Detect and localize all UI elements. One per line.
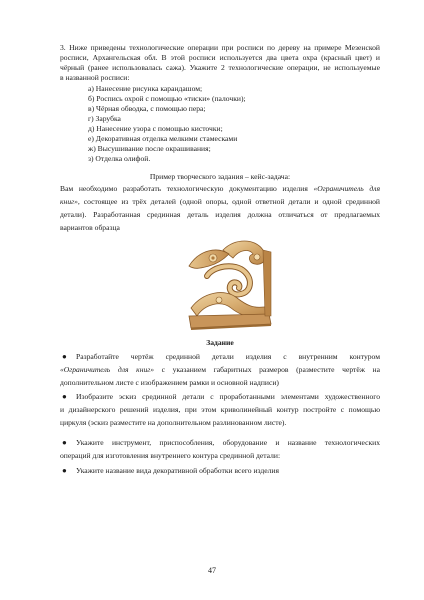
task-1-italic: «Ограничитель для книг» xyxy=(60,365,155,374)
task-heading: Задание xyxy=(206,338,234,347)
option-g: ж) Высушивание после окрашивания; xyxy=(88,144,211,153)
case-line-2-text: , состоящее из трёх деталей (одной опоры, одной ответной детали и одной срединной xyxy=(77,197,380,206)
bullet-icon: ● xyxy=(62,466,67,475)
option-f: е) Декоративная отделка мелкими стамесками xyxy=(88,134,238,143)
bullet-icon: ● xyxy=(62,352,67,361)
case-line-1-italic: «Ограничитель для xyxy=(313,184,380,193)
question-line-3: чёрный (ранее использовалась сажа). Укажите 2 технологические операции, не используемые xyxy=(60,63,380,72)
option-h: з) Отделка олифой. xyxy=(88,154,151,163)
page-number: 47 xyxy=(208,566,216,575)
task-3-line-1: Укажите инструмент, приспособления, оборудование и название технологических xyxy=(76,438,380,447)
task-1-line-2 xyxy=(60,365,380,375)
option-a: а) Нанесение рисунка карандашом; xyxy=(88,84,203,93)
case-heading: Пример творческого задания – кейс-задача: xyxy=(149,172,291,181)
option-d: г) Зарубка xyxy=(88,114,121,123)
case-line-1 xyxy=(60,184,380,194)
option-c: в) Чёрная обводка, с помощью пера; xyxy=(88,104,206,113)
task-1-line-1: Разработайте чертёж срединной детали изделия с внутренним контуром xyxy=(76,352,380,361)
question-line-2: росписи, Архангельская обл. В этой росписи используется два цвета охра (красный цвет) и xyxy=(60,53,380,62)
case-line-2 xyxy=(60,197,380,207)
task-2-line-3: циркуля (эскиз разместите на дополнительном разлинованном листе). xyxy=(60,418,287,427)
task-2-line-1: Изобразите эскиз срединной детали с проработанными элементами художественного xyxy=(76,392,380,401)
task-1-line-2-text: с указанием габаритных размеров (разместите чертёж на xyxy=(154,365,380,374)
question-line-4: в названной росписи: xyxy=(60,73,130,82)
case-line-1-text: Вам необходимо разработать технологическую документацию изделия xyxy=(60,184,314,193)
carved-bookend-image xyxy=(183,236,275,332)
case-line-3: детали). Разработанная срединная деталь изделия должна отличаться от предлагаемых xyxy=(60,210,380,219)
task-3-line-2: операций для изготовления внутреннего контура срединной детали: xyxy=(60,451,281,460)
case-line-4: вариантов образца xyxy=(60,223,120,232)
task-4-line-1: Укажите название вида декоративной обработки всего изделия xyxy=(76,466,279,475)
option-b: б) Роспись охрой с помощью «тиски» (палочки); xyxy=(88,94,246,103)
bullet-icon: ● xyxy=(62,392,67,401)
case-line-2-italic: книг» xyxy=(60,197,78,206)
question-line-1: 3. Ниже приведены технологические операции при росписи по дереву на примере Мезенской xyxy=(60,43,380,52)
task-1-line-3: дополнительном листе с изображением рамки и основной надписи) xyxy=(60,378,279,387)
task-2-line-2: и дизайнерского решений изделия, при этом криволинейный контур постройте с помощью xyxy=(60,405,380,414)
option-e: д) Нанесение узора с помощью кисточки; xyxy=(88,124,223,133)
bullet-icon: ● xyxy=(62,438,67,447)
